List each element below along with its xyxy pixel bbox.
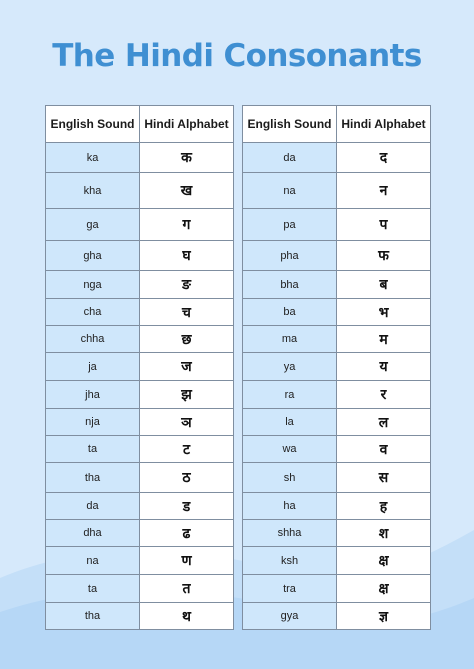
hindi-letter-cell: क्ष	[337, 547, 431, 575]
hindi-letter-cell: व	[337, 436, 431, 463]
table-row	[243, 436, 431, 463]
english-sound-cell: tra	[243, 575, 337, 603]
table-row	[46, 326, 234, 353]
table-row	[46, 209, 234, 241]
header-english-sound: English Sound	[243, 106, 337, 143]
table-row	[46, 381, 234, 409]
hindi-letter-cell: ज्ञ	[337, 603, 431, 630]
hindi-letter-cell: न	[337, 173, 431, 209]
hindi-letter-cell: त	[140, 575, 234, 603]
table-row	[46, 547, 234, 575]
hindi-letter-cell: क	[140, 143, 234, 173]
english-sound-cell: ja	[46, 353, 140, 381]
english-sound-cell: ma	[243, 326, 337, 353]
hindi-letter-cell: प	[337, 209, 431, 241]
english-sound-cell: gya	[243, 603, 337, 630]
consonants-table-right	[242, 105, 431, 630]
hindi-letter-cell: ट	[140, 436, 234, 463]
table-body	[243, 143, 431, 630]
english-sound-cell: gha	[46, 241, 140, 271]
hindi-letter-cell: स	[337, 463, 431, 493]
table-header-row	[243, 106, 431, 143]
english-sound-cell: da	[243, 143, 337, 173]
table-row	[243, 143, 431, 173]
hindi-letter-cell: द	[337, 143, 431, 173]
english-sound-cell: pha	[243, 241, 337, 271]
table-row	[243, 209, 431, 241]
english-sound-cell: ta	[46, 575, 140, 603]
hindi-letter-cell: घ	[140, 241, 234, 271]
table-row	[243, 493, 431, 520]
english-sound-cell: ksh	[243, 547, 337, 575]
table-row	[243, 299, 431, 326]
english-sound-cell: ba	[243, 299, 337, 326]
english-sound-cell: ya	[243, 353, 337, 381]
hindi-letter-cell: ङ	[140, 271, 234, 299]
english-sound-cell: jha	[46, 381, 140, 409]
hindi-letter-cell: ग	[140, 209, 234, 241]
english-sound-cell: pa	[243, 209, 337, 241]
english-sound-cell: bha	[243, 271, 337, 299]
english-sound-cell: tha	[46, 463, 140, 493]
english-sound-cell: chha	[46, 326, 140, 353]
hindi-letter-cell: ठ	[140, 463, 234, 493]
english-sound-cell: nga	[46, 271, 140, 299]
hindi-letter-cell: ज	[140, 353, 234, 381]
english-sound-cell: na	[46, 547, 140, 575]
table-row	[46, 241, 234, 271]
header-hindi-alphabet: Hindi Alphabet	[140, 106, 234, 143]
hindi-letter-cell: भ	[337, 299, 431, 326]
english-sound-cell: kha	[46, 173, 140, 209]
english-sound-cell: ga	[46, 209, 140, 241]
english-sound-cell: ka	[46, 143, 140, 173]
hindi-letter-cell: श	[337, 520, 431, 547]
table-row	[46, 143, 234, 173]
table-row	[243, 381, 431, 409]
english-sound-cell: ta	[46, 436, 140, 463]
table-row	[243, 463, 431, 493]
table-row	[46, 463, 234, 493]
english-sound-cell: ha	[243, 493, 337, 520]
english-sound-cell: la	[243, 409, 337, 436]
table-header-row	[46, 106, 234, 143]
english-sound-cell: sh	[243, 463, 337, 493]
table-row	[46, 575, 234, 603]
hindi-letter-cell: क्ष	[337, 575, 431, 603]
hindi-letter-cell: य	[337, 353, 431, 381]
table-row	[243, 353, 431, 381]
hindi-letter-cell: झ	[140, 381, 234, 409]
hindi-letter-cell: छ	[140, 326, 234, 353]
table-body	[46, 143, 234, 630]
english-sound-cell: tha	[46, 603, 140, 630]
hindi-letter-cell: च	[140, 299, 234, 326]
hindi-letter-cell: म	[337, 326, 431, 353]
hindi-letter-cell: ढ	[140, 520, 234, 547]
english-sound-cell: dha	[46, 520, 140, 547]
table-row	[46, 603, 234, 630]
table-row	[46, 520, 234, 547]
hindi-letter-cell: ञ	[140, 409, 234, 436]
table-row	[243, 241, 431, 271]
table-row	[243, 409, 431, 436]
table-row	[46, 353, 234, 381]
consonants-table-left	[45, 105, 234, 630]
hindi-letter-cell: र	[337, 381, 431, 409]
english-sound-cell: wa	[243, 436, 337, 463]
table-row	[46, 271, 234, 299]
table-row	[46, 299, 234, 326]
table-row	[243, 547, 431, 575]
hindi-letter-cell: थ	[140, 603, 234, 630]
hindi-letter-cell: ब	[337, 271, 431, 299]
english-sound-cell: shha	[243, 520, 337, 547]
table-row	[46, 173, 234, 209]
english-sound-cell: cha	[46, 299, 140, 326]
hindi-letter-cell: ण	[140, 547, 234, 575]
hindi-letter-cell: फ	[337, 241, 431, 271]
page-title: The Hindi Consonants	[52, 38, 422, 74]
english-sound-cell: ra	[243, 381, 337, 409]
table-row	[243, 575, 431, 603]
table-row	[243, 520, 431, 547]
header-hindi-alphabet: Hindi Alphabet	[337, 106, 431, 143]
hindi-letter-cell: ख	[140, 173, 234, 209]
hindi-letter-cell: ड	[140, 493, 234, 520]
english-sound-cell: da	[46, 493, 140, 520]
hindi-letter-cell: ल	[337, 409, 431, 436]
header-english-sound: English Sound	[46, 106, 140, 143]
english-sound-cell: na	[243, 173, 337, 209]
table-row	[243, 173, 431, 209]
table-row	[46, 409, 234, 436]
table-row	[243, 603, 431, 630]
hindi-letter-cell: ह	[337, 493, 431, 520]
table-row	[46, 436, 234, 463]
table-row	[243, 271, 431, 299]
english-sound-cell: nja	[46, 409, 140, 436]
table-row	[243, 326, 431, 353]
table-row	[46, 493, 234, 520]
